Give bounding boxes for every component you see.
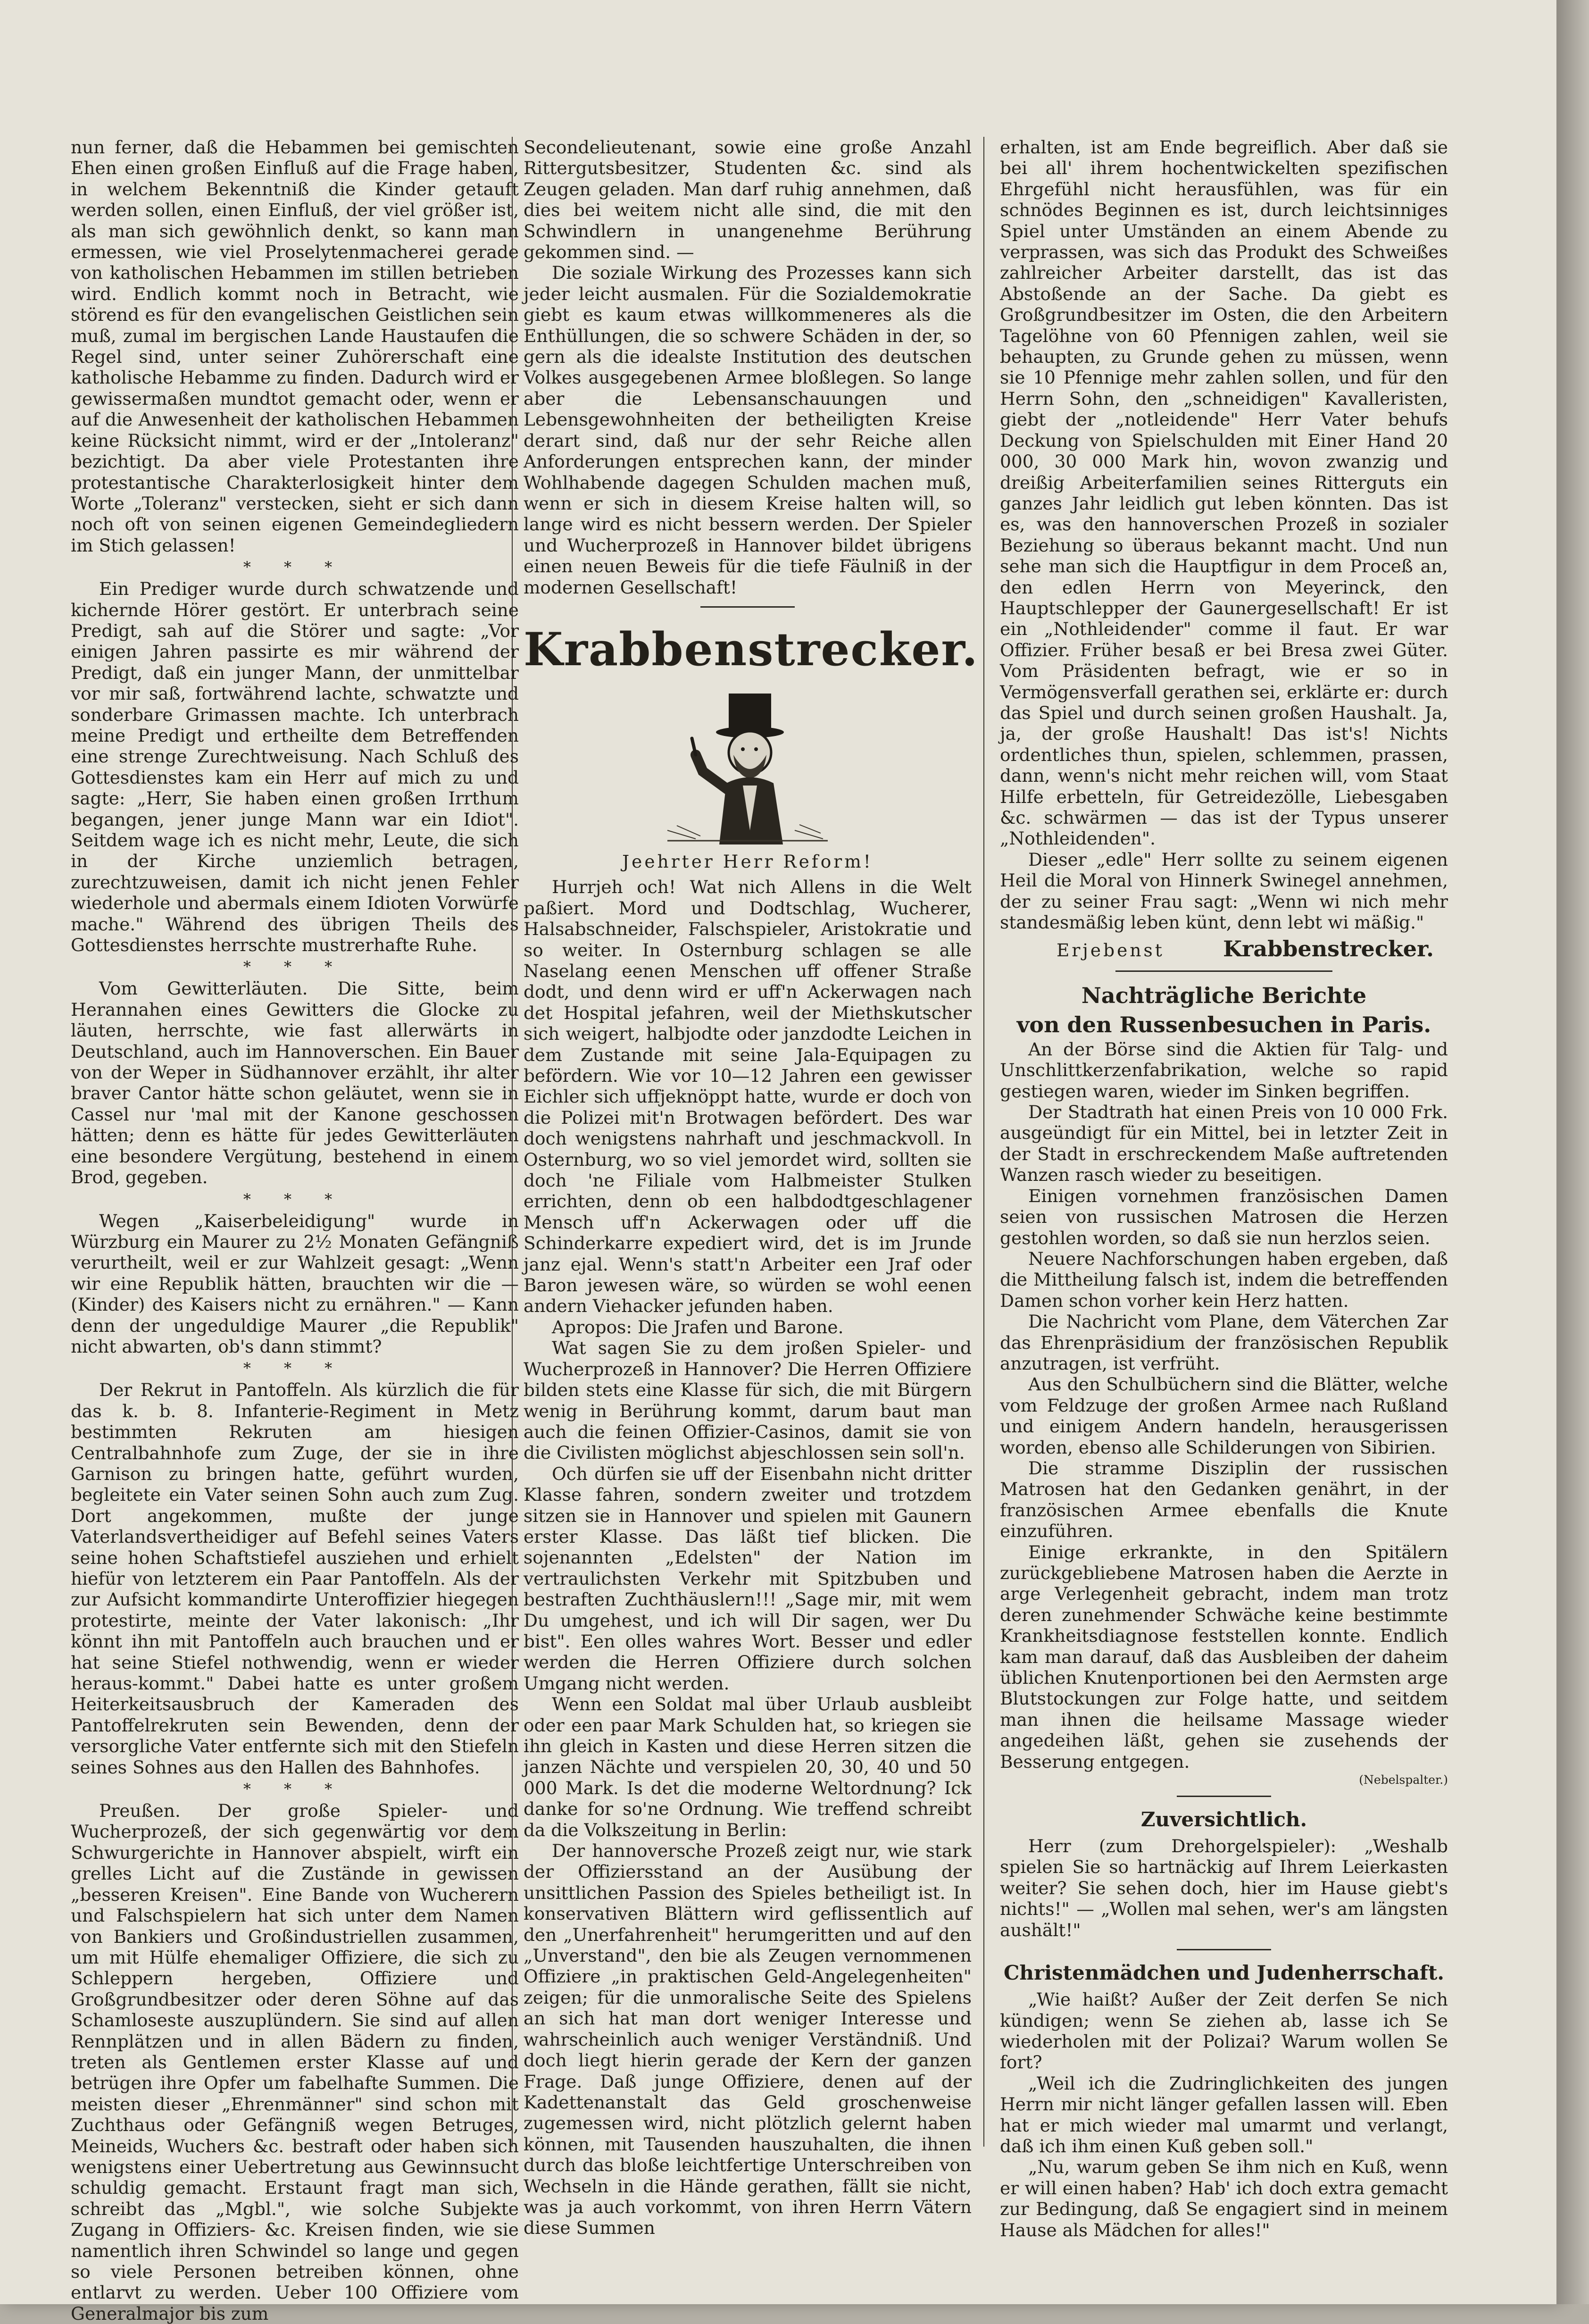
headline-krabbenstrecker: Krabbenstrecker. [524,622,979,676]
paragraph-kuendigen: „Wie haißt? Außer der Zeit derfen Se nich kündigen; wenn Se ziehen ab, lasse ich Se wiederholen mit der Polizai? Warum wollen Se fort? [1000,1989,1448,2073]
paragraph-hurrjeh: Hurrjeh och! Wat nich Allens in die Welt paßiert. Mord und Dodtschlag, Wucherer, Halsabschneider, Falschspieler, Aristokratie und so weiter. In Osternburg schlagen se alle Naselang eenen Menschen uff offener Straße dodt, und denn wird er uff'n Ackerwagen nach det Hospital jefahren, weil der Miethskutscher sich weigert, halbjodte oder janzdodte Leichen in dem Zustande mit seine Jala-Equipagen zu befördern. Wie vor 10—12 Jahren een gewisser Eichler sich uffjeknöppt hatte, wurde er doch von die Polizei mit'n Brotwagen befördert. Des war doch wenigstens nahrhaft und jeschmackvoll. In Osternburg, wo so viel jemordet wird, sollten sie doch 'ne Filiale vom Halbmeister Stulken errichten, denn ob een halbdodtgeschlagener Mensch uff'n Ackerwagen oder uff die Schinderkarre expediert wird, det is im Jrunde janz ejal. Wenn's statt'n Arbeiter een Jraf oder Baron jewesen wäre, so würden se wohl eenen andern Viehacker jefunden haben. [524,877,972,1317]
signature-prefix: Erjebenst [1057,940,1165,961]
figure-arm [696,755,729,790]
section-rule [1177,1796,1271,1797]
paragraph-hebammen: nun ferner, daß die Hebammen bei gemischten Ehen einen großen Einfluß auf die Frage haben, in welchem Bekenntniß die Kinder getauft werden sollen, einen Einfluß, der viel größer ist, als man sich gewöhnlich denkt, so kann man ermessen, wie viel Proselytenmacherei gerade von katholischen Hebammen im stillen betrieben wird. Endlich kommt noch in Betracht, wie störend es für den evangelischen Geistlichen sein muß, zumal im bergischen Lande Haustaufen die Regel sind, unter seiner Zuhörerschaft eine katholische Hebamme zu finden. Dadurch wird er gewissermaßen mundtot gemacht oder, wenn er auf die Anwesenheit der katholischen Hebammen keine Rücksicht nimmt, wird er der „Intoleranz" bezichtigt. Da aber viele Protestanten ihre protestantische Charakterlosigkeit hinter dem Worte „Toleranz" verstecken, sieht er sich dann noch oft von seinen eigenen Gemeindegliedern im Stich gelassen! [71,137,519,556]
paragraph-eisenbahn: Och dürfen sie uff der Eisenbahn nicht dritter Klasse fahren, sondern zweiter und trotzdem sitzen sie in Hannover und spielen mit Gaunern erster Klasse. Das läßt tief blicken. Die sojenannten „Edelsten" der Nation im vertraulichsten Verkehr mit Spitzbuben und bestraften Zuchthäuslern!!! „Sage mir, mit wem Du umgehest, und ich will Dir sagen, wer Du bist". Een olles wahres Wort. Besser und edler werden die Herren Offiziere durch solchen Umgang nicht werden. [524,1463,972,1694]
salutation: Jeehrter Herr Reform! [622,851,873,872]
figure-eye [741,747,745,751]
section-rule [700,606,795,608]
signature-row [1000,938,1448,961]
paragraph-prediger: Ein Prediger wurde durch schwatzende und kichernde Hörer gestört. Er unterbrach seine Predigt, sah auf die Störer und sagte: „Vor einigen Jahren passirte es mir während der Predigt, daß ein junger Mann, der unmittelbar vor mir saß, fortwährend lachte, schwatzte und sonderbare Grimassen machte. Ich unterbrach meine Predigt und ertheilte dem Betreffenden eine strenge Zurechtweisung. Nach Schluß des Gottesdienstes kam ein Herr auf mich zu und sagte: „Herr, Sie haben einen großen Irrthum begangen, jener junge Mann war ein Idiot". Seitdem wage ich es nicht mehr, Leute, die sich in der Kirche unziemlich betragen, zurechtzuweisen, damit ich nicht jenen Fehler wiederhole und abermals einem Idioten Vorwürfe mache." Während des übrigen Theils des Gottesdienstes herrschte mustrerhafte Ruhe. [71,578,519,956]
paragraph-apropos: Apropos: Die Jrafen und Barone. [552,1316,844,1338]
paragraph-drehorgel: Herr (zum Drehorgelspieler): „Weshalb spielen Sie so hartnäckig auf Ihrem Leierkasten weiter? Sie sehen doch, hier im Hause giebt's nichts!" — „Wollen mal sehen, wer's am längsten aushält!" [1000,1836,1448,1940]
headline-christenmaedchen: Christenmädchen und Judenherrschaft. [1003,1961,1445,1985]
source-credit: (Nebelspalter.) [1359,1773,1448,1787]
paragraph-secondelieutenant: Secondelieutenant, sowie eine große Anzahl Rittergutsbesitzer, Studenten &c. sind als Zeugen geladen. Man darf ruhig annehmen, daß dies bei weitem nicht alle sind, die mit den Schwindlern in unangenehme Berührung gekommen sind. — [524,137,972,263]
paragraph-rekrut-pantoffeln: Der Rekrut in Pantoffeln. Als kürzlich die für das k. b. 8. Infanterie-Regiment in Metz bestimmten Rekruten am hiesigen Centralbahnhofe zum Zuge, der sie in ihre Garnison zu bringen hatte, geführt wurden, begleitete ein Vater seinen Sohn auch zum Zug. Dort angekommen, mußte der junge Vaterlandsvertheidiger auf Befehl seines Vaters seine hohen Schaftstiefel ausziehen und erhielt hiefür von letzterem ein Paar Pantoffeln. Als der zur Aufsicht kommandirte Unteroffizier hiegegen protestirte, meinte der Vater lakonisch: „Ihr könnt ihn mit Pantoffeln auch brauchen und er hat seine Stiefel nothwendig, wenn er wieder heraus-kommt." Dabei hatte es unter großem Heiterkeitsausbruch der Kameraden des Pantoffelrekruten sein Bewenden, denn der versorgliche Vater entfernte sich mit den Stiefeln seines Sohnes aus den Hallen des Bahnhofes. [71,1379,519,1778]
paragraph-damen: Einigen vornehmen französischen Damen seien von russischen Matrosen die Herzen gestohlen worden, so daß sie nun herzlos seien. [1000,1185,1448,1248]
section-rule [1177,1949,1271,1950]
signature: Krabbenstrecker. [1223,936,1434,962]
paragraph-preussen: Preußen. Der große Spieler- und Wucherprozeß, der sich gegenwärtig vor dem Schwurgerichte in Hannover abspielt, wirft ein grelles Licht auf die Zustände in gewissen „besseren Kreisen". Eine Bande von Wucherern und Falschspielern hat sich unter dem Namen von Bankiers und Großindustriellen zusammen, um mit Hülfe ehemaliger Offiziere, die sich zu Schleppern hergeben, Offiziere und Großgrundbesitzer oder deren Söhne auf das Schamloseste auszuplündern. Sie sind auf allen Rennplätzen und in allen Bädern zu finden, treten als Gentlemen erster Klasse auf und betrügen ihre Opfer um fabelhafte Summen. Die meisten dieser „Ehrenmänner" sind schon mit Zuchthaus oder Gefängniß wegen Betruges, Meineids, Wuchers &c. bestraft oder haben sich wenigstens einer Uebertretung aus Gewinnsucht schuldig gemacht. Erstaunt fragt man sich, schreibt das „Mgbl.", wie solche Subjekte Zugang in Offiziers- &c. Kreisen finden, wie sie namentlich ihren Schwindel so lange und gegen so viele Personen betreiben können, ohne entlarvt zu werden. Ueber 100 Offiziere vom Generalmajor bis zum [71,1800,519,2324]
paragraph-matrosen: Einige erkrankte, in den Spitälern zurückgebliebene Matrosen haben die Aerzte in arge Verlegenheit gebracht, indem man trotz deren zunehmender Schwäche keine bestimmte Krankheitsdiagnose feststellen konnte. Endlich kam man darauf, daß das Ausbleiben der daheim üblichen Knutenportionen bei den Aermsten arge Blutstockungen zur Folge hatte, und seitdem man ihnen die heilsame Massage wieder angedeihen läßt, gehen sie zusehends der Besserung entgegen. [1000,1541,1448,1772]
top-hat-crown [729,694,771,731]
column-1 [71,137,519,2324]
headline-russenbesuche: von den Russenbesuchen in Paris. [1016,1012,1431,1037]
paragraph-schulbuecher: Aus den Schulbüchern sind die Blätter, welche vom Feldzuge der großen Armee nach Rußland und einigem Andern handeln, herausgerissen worden, ebenso alle Schilderungen von Sibirien. [1000,1374,1448,1458]
section-rule [1115,970,1332,972]
section-stars: * * * [243,1359,347,1378]
section-stars: * * * [243,958,347,976]
paragraph-moral: Dieser „edle" Herr sollte zu seinem eigenen Heil die Moral von Hinnerk Swinegel annehmen, der zu seiner Frau sagt: „Wenn wi nich mehr standesmäßig leben künt, denn lebt wi mäßig." [1000,849,1448,933]
paragraph-soziale-wirkung: Die soziale Wirkung des Prozesses kann sich jeder leicht ausmalen. Für die Sozialdemokratie giebt es kaum etwas willkommeneres als die Enthüllungen, die so schwere Schäden in der, so gern als die idealste Institution des deutschen Volkes ausgegebenen Armee bloßlegen. So lange aber die Lebensanschauungen und Lebensgewohnheiten der betheiligten Kreise derart sind, daß nur der sehr Reiche allen Anforderungen entsprechen kann, der minder Wohlhabende dagegen Schulden machen muß, wenn er sich in diesem Kreise halten will, so lange wird es nicht bessern werden. Der Spieler und Wucherprozeß in Hannover bildet übrigens einen neuen Beweis für die tiefe Fäulniß in der modernen Gesellschaft! [524,262,972,598]
paragraph-nachforschungen: Neuere Nachforschungen haben ergeben, daß die Mittheilung falsch ist, indem die betreffenden Damen schon vorher kein Herz hatten. [1000,1248,1448,1311]
column-3 [1000,137,1448,2240]
caricature-illustration [658,689,837,844]
column-2 [524,137,979,2239]
paragraph-gewitterlaeuten: Vom Gewitterläuten. Die Sitte, beim Herannahen eines Gewitters die Glocke zu läuten, herrschte, wie fast allerwärts in Deutschland, auch im Hannoverschen. Ein Bauer von der Weper in Südhannover erzählt, ihr alter braver Cantor hätte schon geläutet, wenn sie in Cassel nur 'mal mit der Kanone geschossen hätten; denn es hätte für jedes Gewitterläuten eine besondere Vergütung, bestehend in einem Brod, gegeben. [71,978,519,1188]
paragraph-mädchen-for-alles: „Nu, warum geben Se ihm nich en Kuß, wenn er will einen haben? Hab' ich doch extra gemacht zur Bedingung, daß Se engagiert sind in meinem Hause als Mädchen for alles!" [1000,2157,1448,2240]
headline-nachtraegliche-berichte: Nachträgliche Berichte [1081,982,1367,1008]
paragraph-spielerprozess: Wat sagen Sie zu dem jroßen Spieler- und Wucherprozeß in Hannover? Die Herren Offiziere bilden stets eine Klasse für sich, die mit Bürgern wenig in Berührung kommt, darum baut man auch die feinen Offizier-Casinos, damit sie von die Civilisten möglichst abjeschlossen sein soll'n. [524,1338,972,1463]
paragraph-disziplin: Die stramme Disziplin der russischen Matrosen hat den Gedanken genährt, in der französischen Armee ebenfalls die Knute einzuführen. [1000,1457,1448,1542]
paragraph-zar: Die Nachricht vom Plane, dem Väterchen Zar das Ehrenpräsidium der französischen Republik anzutragen, ist verfrüht. [1000,1311,1448,1374]
headline-zuversichtlich: Zuversichtlich. [1140,1808,1307,1831]
paragraph-boerse: An der Börse sind die Aktien für Talg- und Unschlittkerzenfabrikation, welche so rapid gestiegen waren, wieder im Sinken begriffen. [1000,1038,1448,1102]
figure-eye [754,747,758,751]
column-divider-2 [983,137,984,2147]
paragraph-soldat: Wenn een Soldat mal über Urlaub ausbleibt oder een paar Mark Schulden hat, so kriegen sie ihn gleich in Kasten und diese Herren sitzen die janzen Nächte und verspielen 20, 30, 40 und 50 000 Mark. Is det die moderne Weltordnung? Ick danke for so'ne Ordnung. Wie treffend schreibt da die Volkszeitung in Berlin: [524,1694,972,1840]
paragraph-zudringlichkeiten: „Weil ich die Zudringlichkeiten des jungen Herrn mir nicht länger gefallen lassen will. Eben hat er mich wieder mal umarmt und verlangt, daß ich ihm einen Kuß geben soll." [1000,2073,1448,2157]
page-edge-shadow [1556,0,1589,2304]
section-stars: * * * [243,558,347,577]
section-stars: * * * [243,1780,347,1798]
paragraph-erhalten: erhalten, ist am Ende begreiflich. Aber daß sie bei all' ihrem hochentwickelten spezifischen Ehrgefühl nicht herausfühlen, was für ein schnödes Beginnen es ist, durch leichtsinniges Spiel unter Umständen an einem Abende zu verprassen, was sich das Produkt des Schweißes zahlreicher Arbeiter darstellt, das ist das Abstoßende an der Sache. Da giebt es Großgrundbesitzer im Osten, die den Arbeitern Tagelöhne von 60 Pfennigen zahlen, weil sie behaupten, zu Grunde gehen zu müssen, wenn sie 10 Pfennige mehr zahlen sollen, und für den Herrn Sohn, den „schneidigen" Kavalleristen, giebt der „notleidende" Herr Vater behufs Deckung von Spielschulden mit Einer Hand 20 000, 30 000 Mark hin, wovon zwanzig und dreißig Arbeiterfamilien seines Ritterguts ein ganzes Jahr leidlich gut leben könnten. Das ist es, was den hannoverschen Prozeß in sozialer Beziehung so überaus bekannt macht. Und nun sehe man sich die Hauptfigur in dem Proceß an, den edlen Herrn von Meyerinck, den Hauptschlepper der Gaunergesellschaft! Er ist ein „Nothleidender" comme il faut. Er war Offizier. Früher besaß er bei Bresa zwei Güter. Vom Präsidenten befragt, wie er so in Vermögensverfall gerathen sei, erklärte er: durch das Spiel und durch seinen großen Haushalt. Ja, ja, der große Haushalt! Das ist's! Nichts ordentliches thun, spielen, schlemmen, prassen, dann, wenn's nicht mehr reichen will, vom Staat Hilfe erbetteln, für Getreidezölle, Liebesgaben &c. schwärmen — das ist der Typus unserer „Nothleidenden". [1000,137,1448,849]
section-stars: * * * [243,1190,347,1208]
paragraph-kaiserbeleidigung: Wegen „Kaiserbeleidigung" wurde in Würzburg ein Maurer zu 2½ Monaten Gefängniß verurtheilt, weil er zur Wahlzeit gesagt: „Wenn wir eine Republik hätten, brauchten wir die — (Kinder) des Kaisers nicht zu ernähren." — Kann denn der ungeduldige Maurer „die Republik" nicht abwarten, ob's dann stimmt? [71,1210,519,1357]
paragraph-hannoversche-prozess: Der hannoversche Prozeß zeigt nur, wie stark der Offiziersstand an der Ausübung der unsittlichen Passion des Spieles betheiligt ist. In konservativen Blättern wird geflissentlich auf den „Unerfahrenheit" herumgeritten und auf den „Unverstand", den bie als Zeugen vernommenen Offiziere „in praktischen Geld-Angelegenheiten" zeigen; für die unmoralische Seite des Spielens an sich hat man dort weniger Interesse und wahrscheinlich auch weniger Verständniß. Und doch liegt hierin gerade der Kern der ganzen Frage. Daß junge Offiziere, denen auf der Kadettenanstalt das Geld groschenweise zugemessen wird, nicht plötzlich gelernt haben können, mit Tausenden hauszuhalten, die ihnen durch das bloße leichtfertige Unterschreiben von Wechseln in die Hände gerathen, fällt sie nicht, was ja auch vorkommt, von ihren Herrn Vätern diese Summen [524,1840,972,2239]
figure-head [729,731,771,774]
paragraph-stadtrath: Der Stadtrath hat einen Preis von 10 000 Frk. ausgeündigt für ein Mittel, bei in letzter Zeit in der Stadt in erschreckendem Maße auftretenden Wanzen rasch wieder zu beseitigen. [1000,1102,1448,1186]
